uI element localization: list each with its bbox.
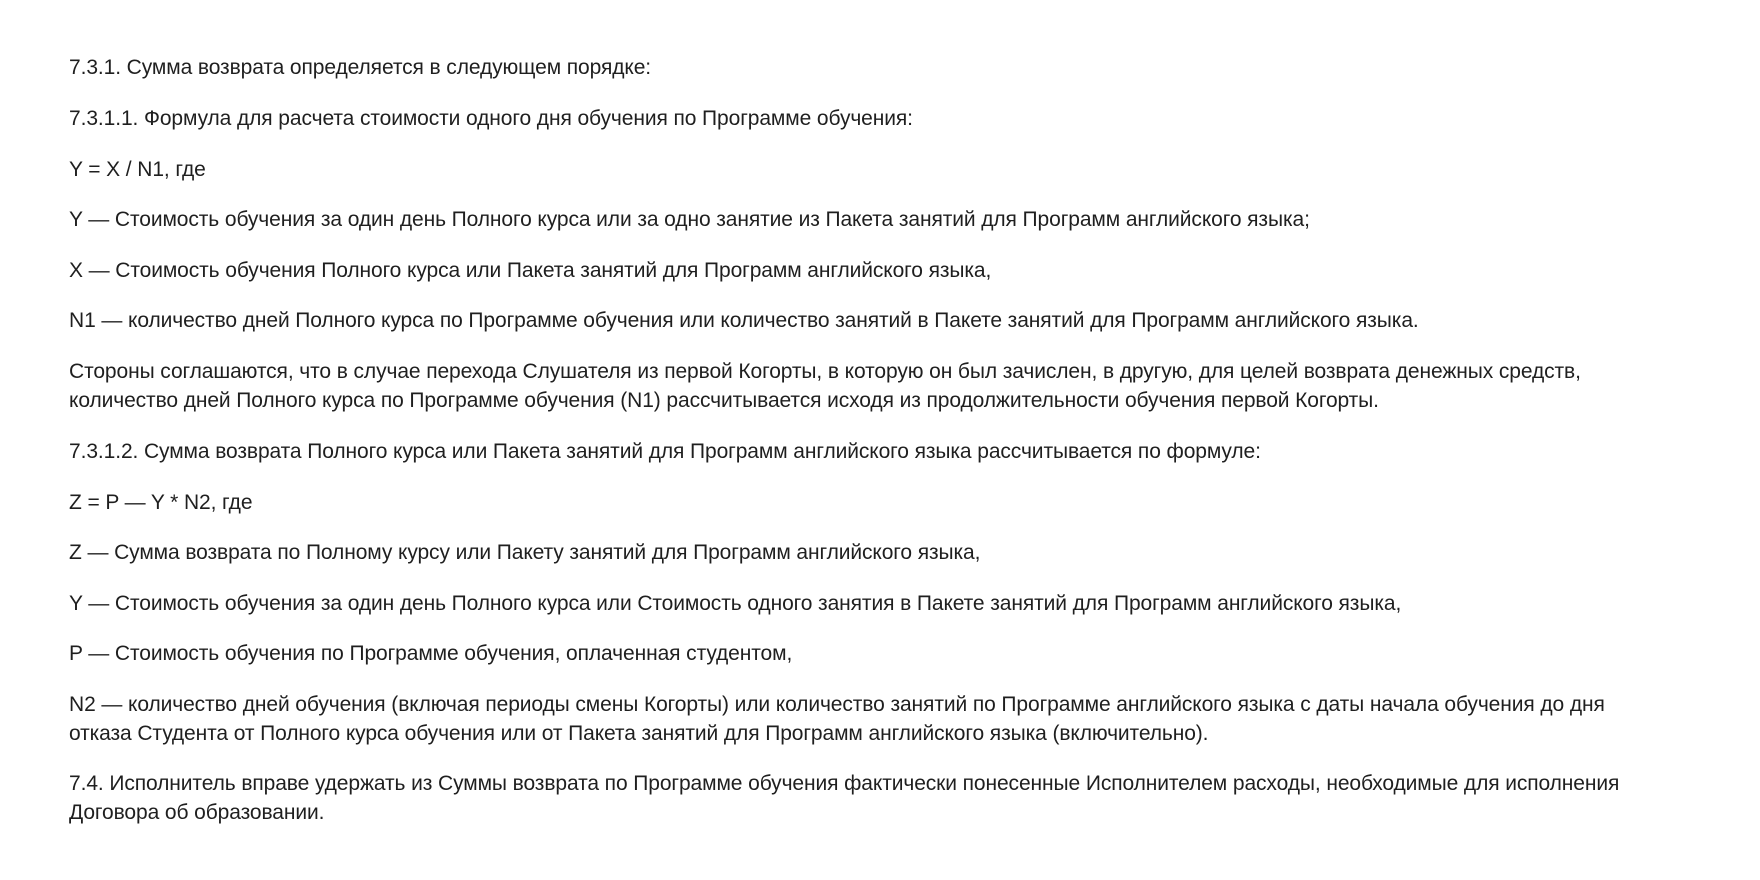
formula-y: Y = X / N1, где: [69, 158, 206, 181]
clause-7-3-1-2: 7.3.1.2. Сумма возврата Полного курса или Пакета занятий для Программ английского языка рассчитывается по формуле:: [69, 440, 1261, 463]
definition-y-2: Y — Стоимость обучения за один день Полного курса или Стоимость одного занятия в Пакете занятий для Программ английского языка,: [69, 592, 1402, 615]
cohort-note-line-2: количество дней Полного курса по Программе обучения (N1) рассчитывается исходя из продолжительности обучения первой Когорты.: [69, 389, 1379, 412]
clause-7-4-line-2: Договора об образовании.: [69, 801, 325, 824]
cohort-note: [69, 357, 1709, 415]
definition-p: P — Стоимость обучения по Программе обучения, оплаченная студентом,: [69, 642, 793, 665]
clause-7-3-1: 7.3.1. Сумма возврата определяется в следующем порядке:: [69, 56, 652, 79]
formula-z: Z = P — Y * N2, где: [69, 491, 253, 514]
clause-7-4-line-1: 7.4. Исполнитель вправе удержать из Суммы возврата по Программе обучения фактически понесенные Исполнителем расходы, необходимые для исполнения: [69, 772, 1620, 795]
definition-n2-line-2: отказа Студента от Полного курса обучения или от Пакета занятий для Программ английского языка (включительно).: [69, 722, 1209, 745]
definition-n2-line-1: N2 — количество дней обучения (включая периоды смены Когорты) или количество занятий по Программе английского языка с даты начала обучения до дня: [69, 693, 1605, 716]
definition-x: X — Стоимость обучения Полного курса или Пакета занятий для Программ английского языка,: [69, 259, 992, 282]
definition-y: Y — Стоимость обучения за один день Полного курса или за одно занятие из Пакета занятий для Программ английского языка;: [69, 208, 1310, 231]
definition-n1: N1 — количество дней Полного курса по Программе обучения или количество занятий в Пакете занятий для Программ английского языка.: [69, 309, 1419, 332]
cohort-note-line-1: Стороны соглашаются, что в случае перехода Слушателя из первой Когорты, в которую он был зачислен, в другую, для целей возврата денежных средств,: [69, 360, 1581, 383]
definition-z: Z — Сумма возврата по Полному курсу или Пакету занятий для Программ английского языка,: [69, 541, 981, 564]
clause-7-3-1-1: 7.3.1.1. Формула для расчета стоимости одного дня обучения по Программе обучения:: [69, 107, 913, 130]
definition-n2: [69, 690, 1709, 748]
clause-7-4: [69, 769, 1709, 827]
